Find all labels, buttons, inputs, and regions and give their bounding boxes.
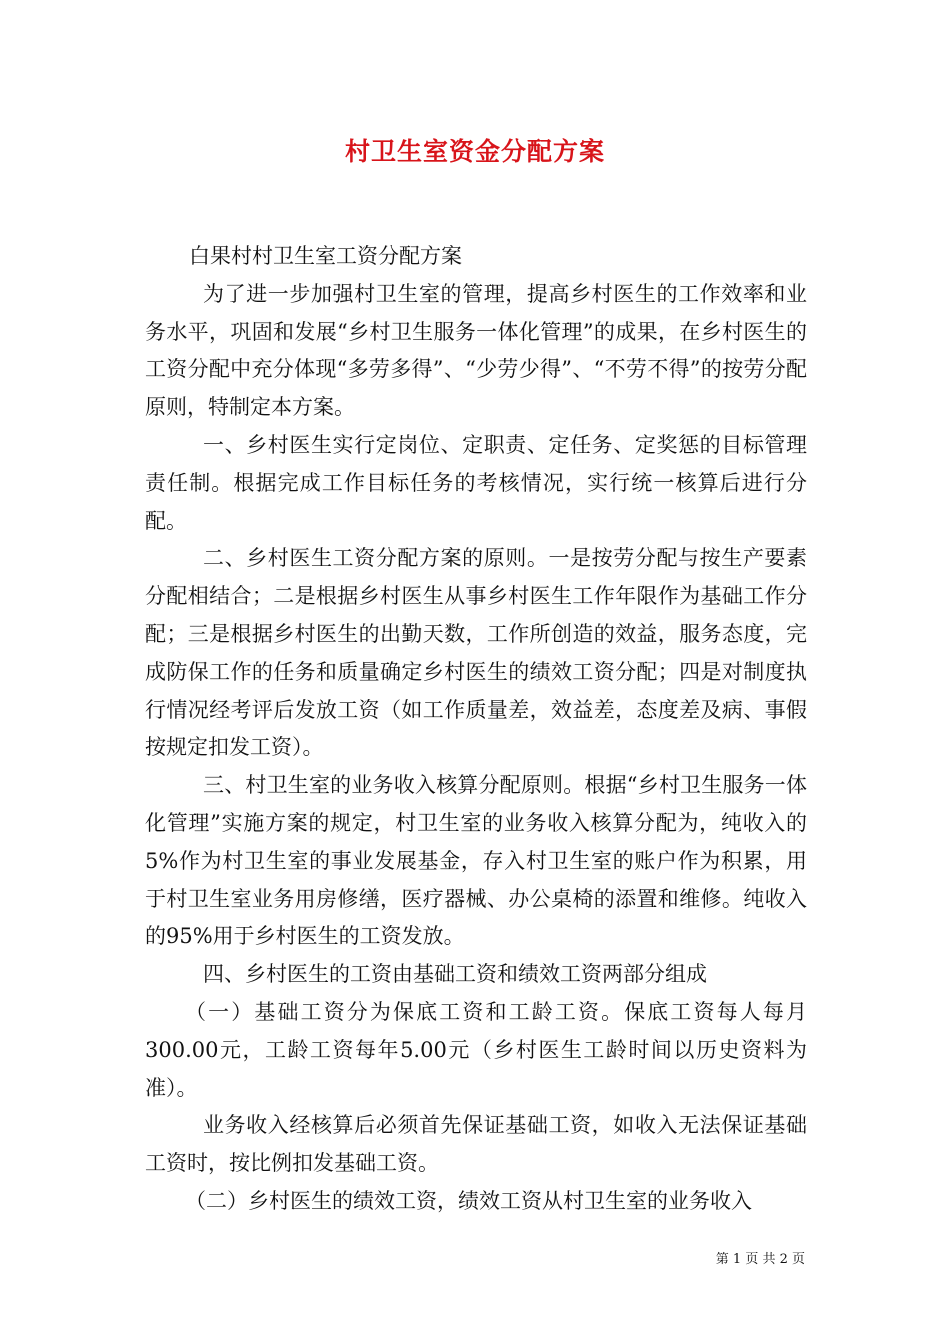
paragraph-note: 业务收入经核算后必须首先保证基础工资，如收入无法保证基础工资时，按比例扣发基础工资。 — [145, 1113, 807, 1176]
paragraph-section-2: 二、乡村医生工资分配方案的原则。一是按劳分配与按生产要素分配相结合；二是根据乡村医生从事乡村医生工作年限作为基础工作分配；三是根据乡村医生的出勤天数，工作所创造的效益，服务态度，完成防保工作的任务和质量确定乡村医生的绩效工资分配；四是对制度执行情况经考评后发放工资（如工作质量差，效益差，态度差及病、事假按规定扣发工资）。 — [145, 546, 807, 760]
document-title: 村卫生室资金分配方案 — [344, 137, 605, 166]
paragraph-subsection-1: （一）基础工资分为保底工资和工龄工资。保底工资每人每月300.00元，工龄工资每年5.00元（乡村医生工龄时间以历史资料为准）。 — [145, 999, 807, 1100]
paragraph-section-4: 四、乡村医生的工资由基础工资和绩效工资两部分组成 — [203, 962, 707, 987]
paragraph-subsection-2: （二）乡村医生的绩效工资，绩效工资从村卫生室的业务收入 — [185, 1188, 752, 1213]
paragraph-intro: 为了进一步加强村卫生室的管理，提高乡村医生的工作效率和业务水平，巩固和发展“乡村卫生服务一体化管理”的成果，在乡村医生的工资分配中充分体现“多劳多得”、“少劳少得”、“不劳不得”的按劳分配原则，特制定本方案。 — [145, 281, 807, 420]
paragraph-section-3: 三、村卫生室的业务收入核算分配原则。根据“乡村卫生服务一体化管理”实施方案的规定，村卫生室的业务收入核算分配为，纯收入的5%作为村卫生室的事业发展基金，存入村卫生室的账户作为积累，用于村卫生室业务用房修缮，医疗器械、办公桌椅的添置和维修。纯收入的95%用于乡村医生的工资发放。 — [145, 773, 807, 949]
document-body — [145, 238, 807, 1221]
paragraph-section-1: 一、乡村医生实行定岗位、定职责、定任务、定奖惩的目标管理责任制。根据完成工作目标任务的考核情况，实行统一核算后进行分配。 — [145, 432, 807, 533]
document-subtitle: 白果村村卫生室工资分配方案 — [189, 244, 462, 268]
page-footer: 第 1 页 共 2 页 — [715, 1252, 805, 1267]
